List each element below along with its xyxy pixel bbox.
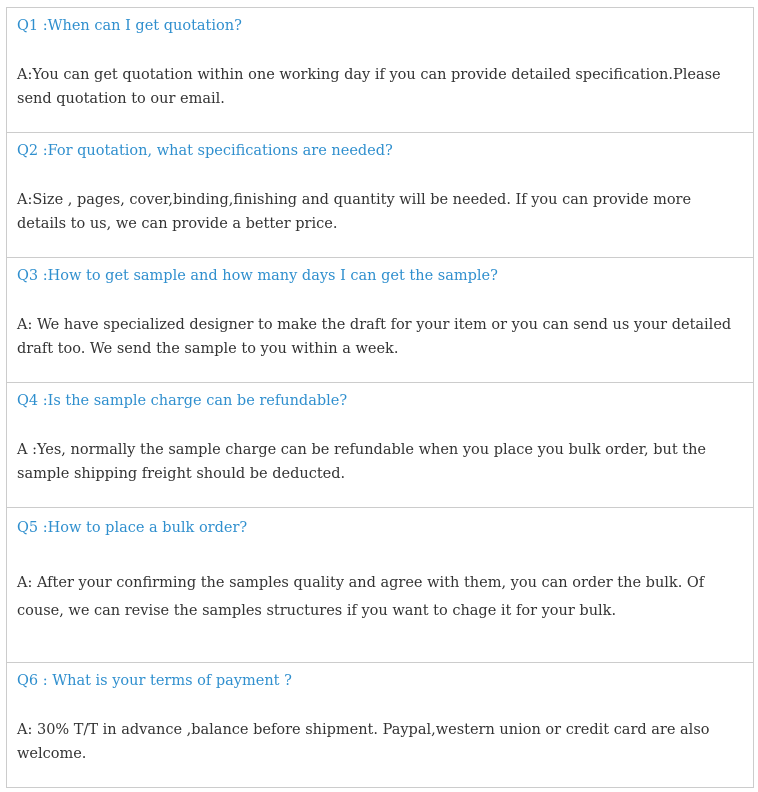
faq-table <box>6 7 754 788</box>
faq-cell <box>7 508 754 663</box>
faq-question: Q2 :For quotation, what specifications are needed? <box>17 143 393 159</box>
faq-answer: A: 30% T/T in advance ,balance before shipment. Paypal,western union or credit card are also welcome. <box>17 722 710 762</box>
faq-row <box>7 133 754 258</box>
faq-row <box>7 383 754 508</box>
faq-row <box>7 663 754 788</box>
faq-question: Q6 : What is your terms of payment ? <box>17 673 292 689</box>
faq-question: Q1 :When can I get quotation? <box>17 18 242 34</box>
faq-question: Q4 :Is the sample charge can be refundable? <box>17 393 348 409</box>
faq-row <box>7 508 754 663</box>
faq-cell <box>7 133 754 258</box>
faq-answer: A :Yes, normally the sample charge can be refundable when you place you bulk order, but the sample shipping freight should be deducted. <box>17 442 707 482</box>
faq-answer: A: After your confirming the samples quality and agree with them, you can order the bulk. Of couse, we can revise the samples structures if you want to chage it for your bulk. <box>17 575 705 619</box>
faq-cell <box>7 663 754 788</box>
faq-row <box>7 258 754 383</box>
faq-question: Q5 :How to place a bulk order? <box>17 520 248 536</box>
faq-answer: A:You can get quotation within one working day if you can provide detailed specification.Please send quotation to our email. <box>17 67 721 107</box>
faq-cell <box>7 8 754 133</box>
faq-row <box>7 8 754 133</box>
faq-answer: A:Size , pages, cover,binding,finishing and quantity will be needed. If you can provide more details to us, we can provide a better price. <box>17 192 692 232</box>
faq-answer: A: We have specialized designer to make the draft for your item or you can send us your detailed draft too. We send the sample to you within a week. <box>17 317 732 357</box>
faq-cell <box>7 258 754 383</box>
faq-question: Q3 :How to get sample and how many days I can get the sample? <box>17 268 498 284</box>
faq-cell <box>7 383 754 508</box>
